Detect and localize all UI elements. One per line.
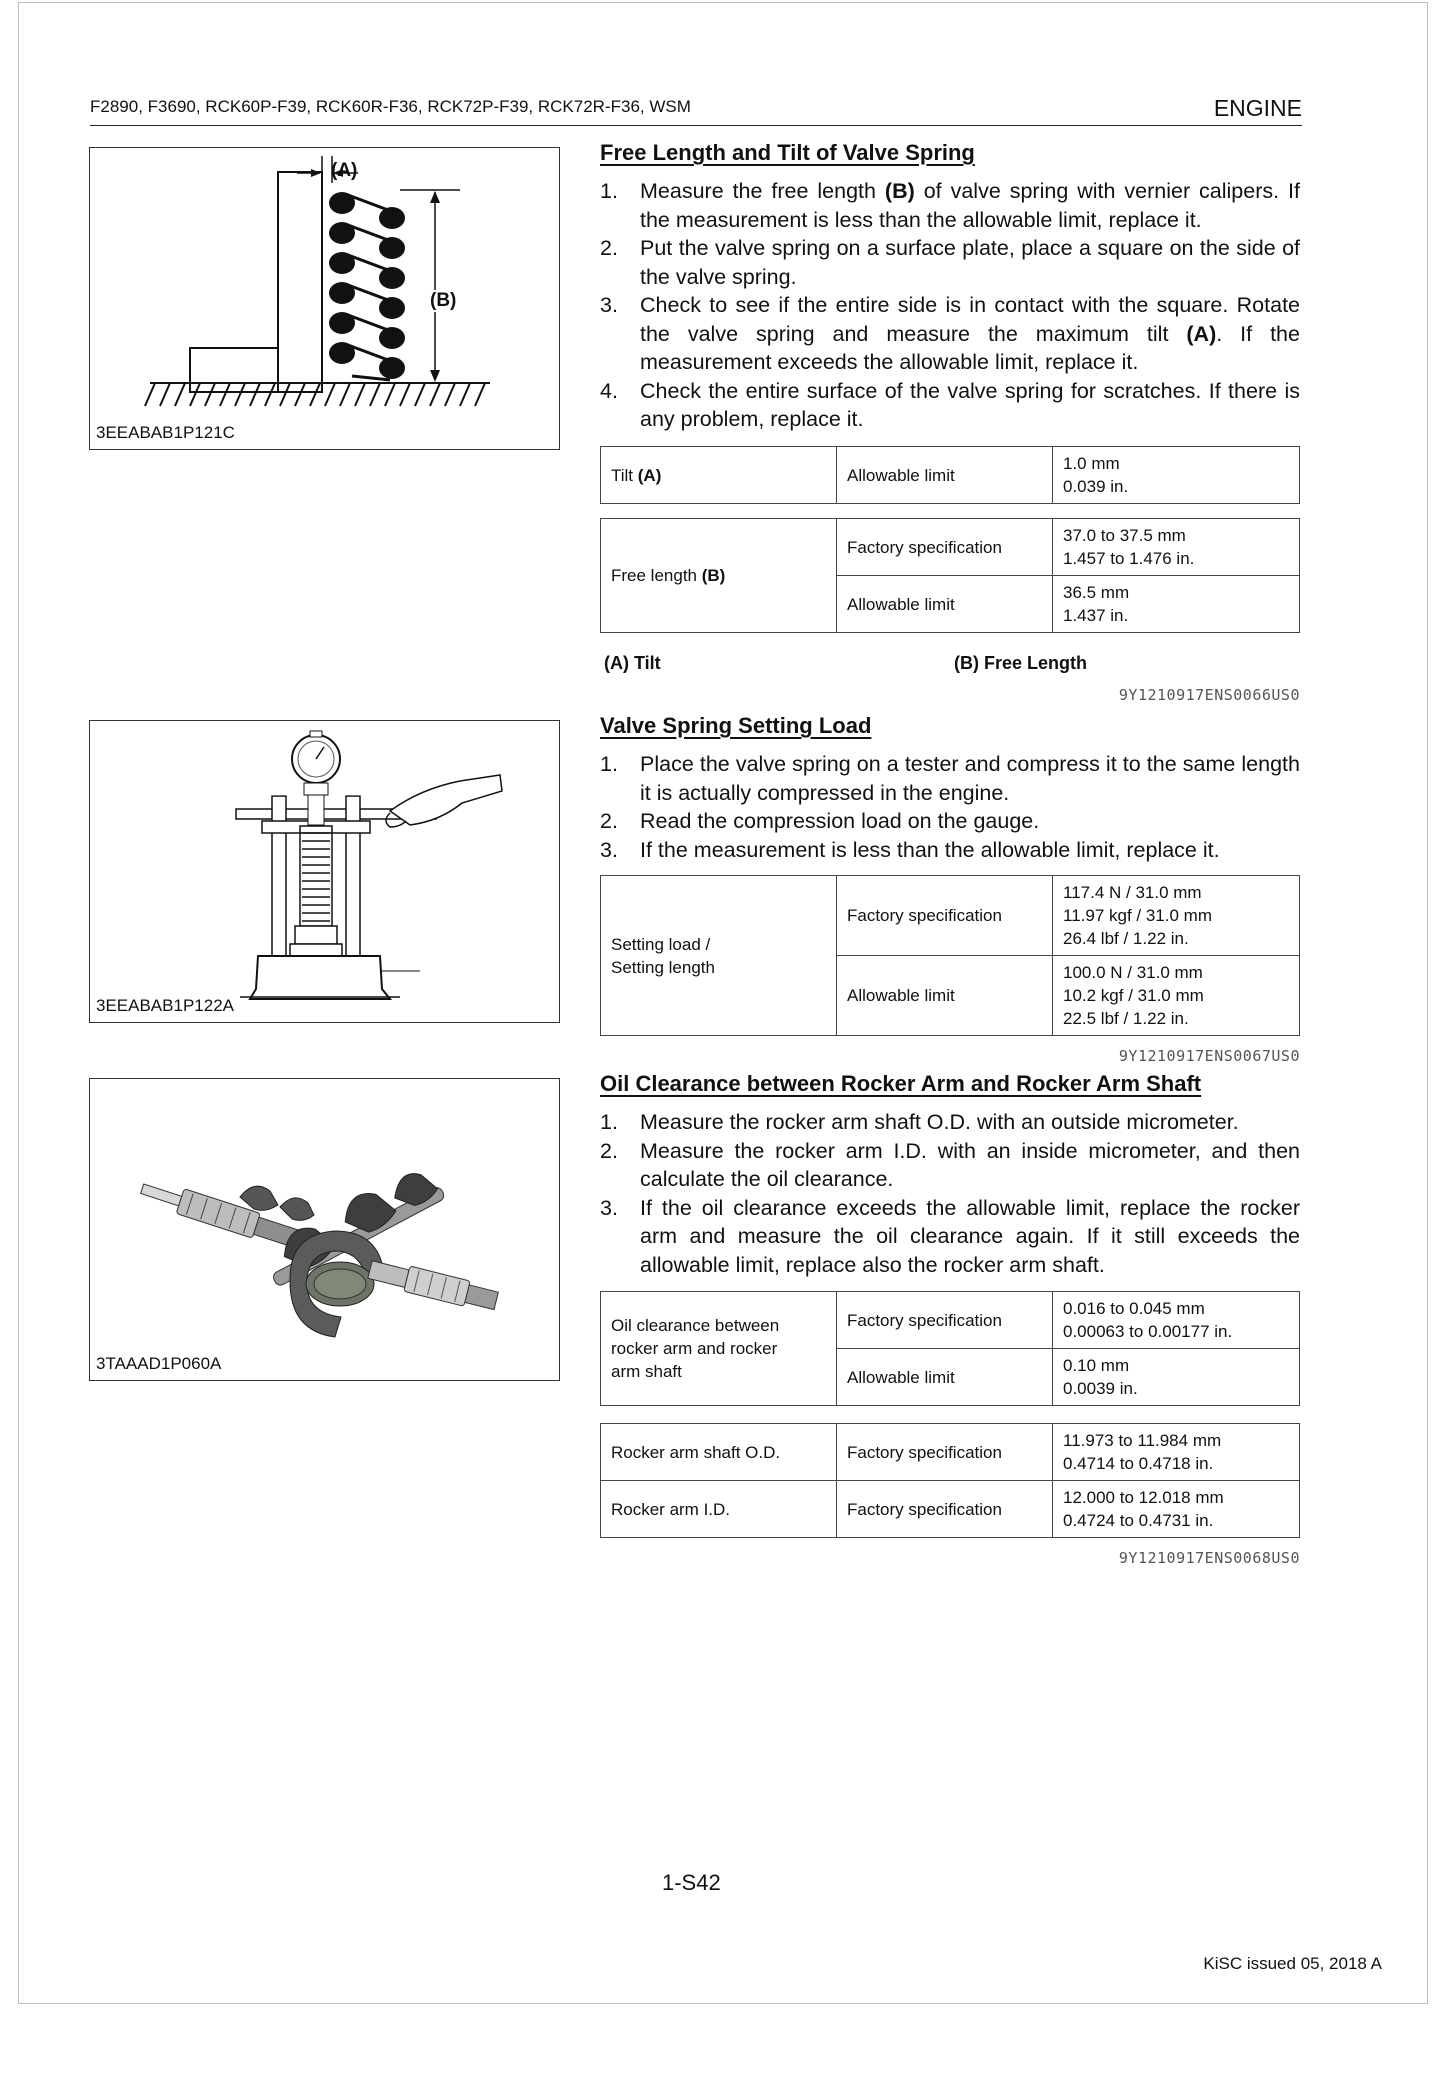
- steps-setting-load: [600, 750, 1300, 864]
- table-row: [601, 447, 1300, 504]
- spring-tester-illustration: [90, 721, 561, 1024]
- figure-valve-spring: [89, 147, 560, 450]
- header-rule: [90, 125, 1302, 126]
- spec-type: Factory specification: [837, 1424, 1053, 1481]
- rocker-dims-spec-table: [600, 1423, 1300, 1538]
- oil-clearance-spec-table: [600, 1291, 1300, 1406]
- setting-load-spec-table: [600, 875, 1300, 1036]
- section-title-setting-load: Valve Spring Setting Load: [600, 713, 872, 738]
- reference-code: 9Y1210917ENS0067US0: [1118, 1047, 1300, 1065]
- spec-value: 0.10 mm 0.0039 in.: [1053, 1349, 1300, 1406]
- table-row: [601, 1481, 1300, 1538]
- spec-type: Factory specification: [837, 519, 1053, 576]
- spec-value: 12.000 to 12.018 mm 0.4724 to 0.4731 in.: [1053, 1481, 1300, 1538]
- reference-code: 9Y1210917ENS0066US0: [1118, 686, 1300, 704]
- spec-item: Setting load / Setting length: [601, 876, 837, 1036]
- spec-value: 37.0 to 37.5 mm 1.457 to 1.476 in.: [1053, 519, 1300, 576]
- step: 3. Check to see if the entire side is in contact with the square. Rotate the valve spring and measure the maximum tilt (A). If the measurement exceeds the allowable limit, replace it.: [600, 293, 1300, 374]
- figure-micrometer: [89, 1078, 560, 1381]
- spec-value: 0.016 to 0.045 mm 0.00063 to 0.00177 in.: [1053, 1292, 1300, 1349]
- spec-value: 11.973 to 11.984 mm 0.4714 to 0.4718 in.: [1053, 1424, 1300, 1481]
- legend-a: (A) Tilt: [604, 653, 661, 673]
- tilt-spec-table: [600, 446, 1300, 504]
- spec-type: Allowable limit: [837, 956, 1053, 1036]
- table-row: [601, 876, 1300, 956]
- step: 4. Check the entire surface of the valve spring for scratches. If there is any problem, replace it.: [600, 378, 1300, 431]
- figure-code: 3EEABAB1P121C: [96, 423, 235, 442]
- steps-free-length: [600, 177, 1300, 434]
- spec-item: Rocker arm shaft O.D.: [601, 1424, 837, 1481]
- step: 3. If the oil clearance exceeds the allowable limit, replace the rocker arm and measure the oil clearance again. If it still exceeds the allowable limit, replace also the rocker arm shaft.: [600, 1195, 1300, 1277]
- spec-item: Rocker arm I.D.: [601, 1481, 837, 1538]
- header-models: F2890, F3690, RCK60P-F39, RCK60R-F36, RCK72P-F39, RCK72R-F36, WSM: [90, 97, 691, 116]
- step: 2. Read the compression load on the gauge.: [600, 809, 1040, 833]
- step: 2. Measure the rocker arm I.D. with an inside micrometer, and then calculate the oil clearance.: [600, 1138, 1300, 1191]
- label-a: (A): [331, 160, 358, 181]
- spec-type: Allowable limit: [837, 1349, 1053, 1406]
- step: 2. Put the valve spring on a surface plate, place a square on the side of the valve spring.: [600, 236, 1300, 289]
- valve-spring-illustration: [90, 148, 561, 451]
- spec-value: 100.0 N / 31.0 mm 10.2 kgf / 31.0 mm 22.5 lbf / 1.22 in.: [1053, 956, 1300, 1036]
- spec-type: Factory specification: [837, 876, 1053, 956]
- spec-type: Allowable limit: [837, 576, 1053, 633]
- spec-item: Free length (B): [601, 519, 837, 633]
- spec-value: 117.4 N / 31.0 mm 11.97 kgf / 31.0 mm 26.4 lbf / 1.22 in.: [1053, 876, 1300, 956]
- step: 1. Measure the rocker arm shaft O.D. with an outside micrometer.: [600, 1110, 1239, 1134]
- table-row: [601, 1292, 1300, 1349]
- figure-spring-tester: [89, 720, 560, 1023]
- table-row: [601, 519, 1300, 576]
- section-title-oil-clearance: Oil Clearance between Rocker Arm and Rocker Arm Shaft: [600, 1071, 1202, 1096]
- spec-type: Factory specification: [837, 1292, 1053, 1349]
- spec-type: Allowable limit: [837, 447, 1053, 504]
- label-b: (B): [430, 290, 457, 311]
- reference-code: 9Y1210917ENS0068US0: [1118, 1549, 1300, 1567]
- spec-value: 36.5 mm 1.437 in.: [1053, 576, 1300, 633]
- step: 1. Place the valve spring on a tester and compress it to the same length it is actually compressed in the engine.: [600, 752, 1300, 805]
- micrometer-illustration: [90, 1079, 561, 1382]
- table-row: [601, 1424, 1300, 1481]
- spec-value: 1.0 mm 0.039 in.: [1053, 447, 1300, 504]
- step: 3. If the measurement is less than the allowable limit, replace it.: [600, 837, 1220, 862]
- legend-b: (B) Free Length: [954, 653, 1087, 673]
- figure-code: 3TAAAD1P060A: [96, 1354, 222, 1373]
- footer-issue: KiSC issued 05, 2018 A: [1203, 1954, 1382, 1973]
- free-length-spec-table: [600, 518, 1300, 633]
- figure-code: 3EEABAB1P122A: [96, 996, 234, 1015]
- steps-oil-clearance: [600, 1108, 1300, 1279]
- header-section: ENGINE: [1213, 95, 1302, 121]
- spec-item: Oil clearance between rocker arm and rocker arm shaft: [601, 1292, 837, 1406]
- page-number: 1-S42: [662, 1870, 721, 1895]
- section-title-free-length: Free Length and Tilt of Valve Spring: [600, 140, 975, 165]
- step: 1. Measure the free length (B) of valve spring with vernier calipers. If the measurement is less than the allowable limit, replace it.: [600, 179, 1300, 232]
- spec-item: Tilt (A): [601, 447, 837, 504]
- spec-type: Factory specification: [837, 1481, 1053, 1538]
